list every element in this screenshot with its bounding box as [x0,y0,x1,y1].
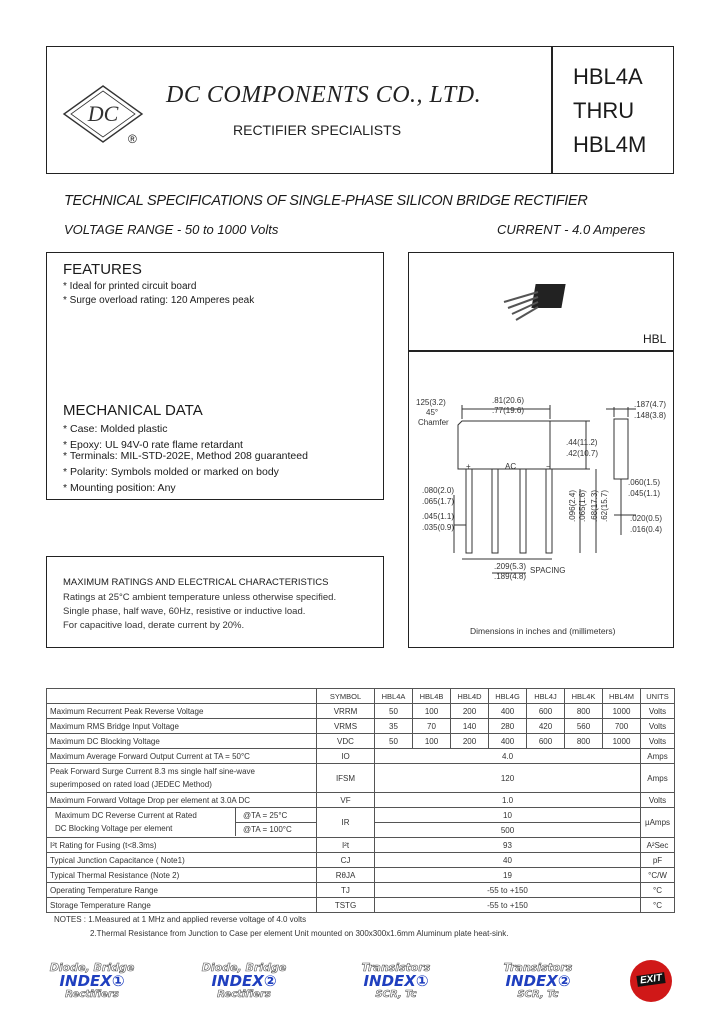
table-header-cell: HBL4B [413,689,451,704]
dim-label: .096(2.4) [568,489,577,522]
part-range-top: HBL4A [573,64,643,89]
table-header-cell: SYMBOL [317,689,375,704]
part-range-mid: THRU [573,98,635,123]
dim-label: .035(0.9) [422,523,455,532]
ratings-line: Single phase, half wave, 60Hz, resistive or inductive load. [63,606,306,617]
exit-label: EXIT [636,972,665,987]
dim-label: .62(15.7) [600,489,609,522]
dim-label: 125(3.2) [416,398,446,407]
dim-label: .77(19.6) [492,406,525,415]
table-row: Storage Temperature Range TSTG -55 to +150 °C [47,898,675,913]
dim-label: .065(1.6) [578,489,587,522]
dim-label: .045(1.1) [422,512,455,521]
table-row: Operating Temperature Range TJ -55 to +150 °C [47,883,675,898]
diode-bridge-index-1-button[interactable]: Diode, Bridge INDEX① Rectifiers [49,961,135,1000]
table-header-cell: UNITS [641,689,675,704]
dim-label: AC [505,462,517,471]
table-row: Maximum Recurrent Peak Reverse Voltage VRRM 50 100 200 400 600 800 1000 Volts [47,704,675,719]
dim-label: + [466,462,471,471]
dim-label: SPACING [530,566,566,575]
dim-label: .44(11.2) [566,438,598,447]
exit-button[interactable] [630,960,672,1002]
table-header-cell: HBL4A [375,689,413,704]
dim-label: .060(1.5) [628,478,661,487]
dim-label: .045(1.1) [628,489,661,498]
table-row: 500 [47,823,675,838]
dim-label: .148(3.8) [634,411,667,420]
dim-label: .189(4.8) [494,572,527,581]
table-header-cell: HBL4J [527,689,565,704]
dim-label: .81(20.6) [492,396,525,405]
dim-label: .209(5.3) [494,562,527,571]
dimensions-caption: Dimensions in inches and (millimeters) [470,626,616,636]
feature-item: * Ideal for printed circuit board [63,281,197,292]
part-range-bot: HBL4M [573,132,647,157]
table-header-cell: HBL4G [489,689,527,704]
company-tagline: RECTIFIER SPECIALISTS [233,122,402,138]
table-header-cell [47,689,317,704]
logo-text: DC [87,101,119,126]
dim-label: Chamfer [418,418,449,427]
table-row: Typical Junction Capacitance ( Note1) CJ 40 pF [47,853,675,868]
table-row: Typical Thermal Resistance (Note 2) RθJA 19 °C/W [47,868,675,883]
table-header-cell: HBL4K [565,689,603,704]
table-header-cell: HBL4D [451,689,489,704]
table-row: Peak Forward Surge Current 8.3 ms single half sine-wave superimposed on rated load (JEDEC Method) IFSM 120 Amps [47,764,675,793]
table-row: Maximum Average Forward Output Current at TA = 50°C IO 4.0 Amps [47,749,675,764]
package-photo-icon [498,282,578,328]
dim-label: .42(10.7) [566,449,599,458]
ratings-line: For capacitive load, derate current by 20%. [63,620,245,631]
note-1: NOTES : 1.Measured at 1 MHz and applied reverse voltage of 4.0 volts [54,915,307,924]
table-header-row [47,689,675,704]
mechanical-item: * Epoxy: UL 94V-0 rate flame retardant [63,439,243,451]
dim-label: .020(0.5) [630,514,663,523]
dim-label: .68(17.3) [590,489,599,522]
features-heading: FEATURES [63,261,142,278]
header-divider [551,46,553,174]
mechanical-item: * Terminals: MIL-STD-202E, Method 208 guaranteed [63,450,308,462]
dim-label: 45° [426,408,439,417]
voltage-range: VOLTAGE RANGE - 50 to 1000 Volts [64,222,279,237]
registered-mark: ® [128,132,137,146]
ratings-table [46,688,675,913]
package-box-divider [408,350,674,352]
dim-label: − [546,462,551,471]
mechanical-heading: MECHANICAL DATA [63,402,203,419]
current-rating: CURRENT - 4.0 Amperes [497,222,646,237]
table-row: Maximum DC Blocking Voltage VDC 50 100 200 400 600 800 1000 Volts [47,734,675,749]
dim-label: .016(0.4) [630,525,663,534]
table-header-cell: HBL4M [603,689,641,704]
diode-bridge-index-2-button[interactable]: Diode, Bridge INDEX② Rectifiers [201,961,287,1000]
mechanical-item: * Mounting position: Any [63,482,176,494]
package-name: HBL [643,332,667,346]
mechanical-item: * Case: Molded plastic [63,423,168,435]
table-row: Maximum Forward Voltage Drop per element at 3.0A DC VF 1.0 Volts [47,793,675,808]
ratings-heading: MAXIMUM RATINGS AND ELECTRICAL CHARACTERISTICS [63,577,329,588]
dim-label: .080(2.0) [422,486,455,495]
note-2: 2.Thermal Resistance from Junction to Case per element Unit mounted on 300x300x1.6mm Aluminum plate heat-sink. [90,929,509,938]
dim-label: .065(1.7) [422,497,455,506]
ratings-line: Ratings at 25°C ambient temperature unless otherwise specified. [63,592,337,603]
table-row: Maximum RMS Bridge Input Voltage VRMS 35 70 140 280 420 560 700 Volts [47,719,675,734]
dim-label: .187(4.7) [634,400,667,409]
page-title: TECHNICAL SPECIFICATIONS OF SINGLE-PHASE SILICON BRIDGE RECTIFIER [64,193,588,209]
table-row: Maximum DC Reverse Current at Rated DC Blocking Voltage per element @TA = 25°C @TA = 100°C IR 10 µAmps [47,808,675,823]
transistors-index-2-button[interactable]: Transistors INDEX② SCR, Tc [503,961,573,1000]
table-row: I²t Rating for Fusing (t<8.3ms) I²t 93 A²Sec [47,838,675,853]
mechanical-item: * Polarity: Symbols molded or marked on body [63,466,279,478]
transistors-index-1-button[interactable]: Transistors INDEX① SCR, Tc [361,961,431,1000]
feature-item: * Surge overload rating: 120 Amperes peak [63,295,255,306]
company-name: DC COMPONENTS CO., LTD. [166,82,482,108]
